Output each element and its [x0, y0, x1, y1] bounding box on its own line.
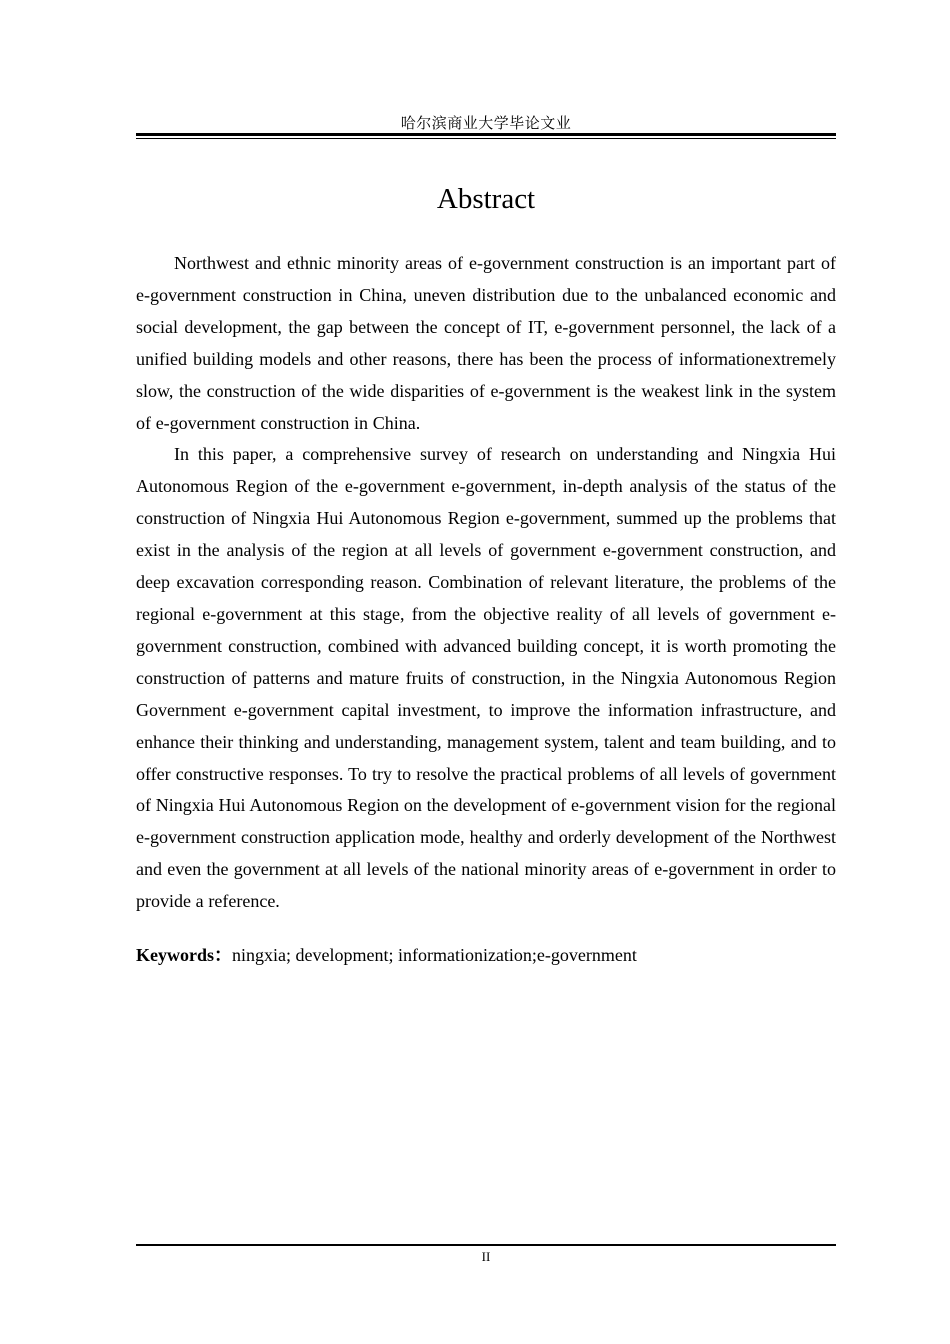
- abstract-heading: Abstract: [436, 183, 536, 215]
- footer-rule: [136, 1244, 836, 1246]
- header-rule-thin: [136, 138, 836, 139]
- keywords-value: ningxia; development; informationization;e-government: [232, 945, 637, 966]
- header-rule-thick: [136, 133, 836, 136]
- abstract-body: [136, 248, 836, 972]
- abstract-paragraph-2: In this paper, a comprehensive survey of research on understanding and Ningxia Hui Autonomous Region of the e-government e-government, in-depth analysis of the status of the construction of Ningxia Hui Autonomous Region e-government, summed up the problems that exist in the analysis of the region at all levels of government e-government construction, and deep excavation corresponding reason. Combination of relevant literature, the problems of the regional e-government at this stage, from the objective reality of all levels of government e-government construction, combined with advanced building concept, it is worth promoting the construction of patterns and mature fruits of construction, in the Ningxia Autonomous Region Government e-government capital investment, to improve the information infrastructure, and enhance their thinking and understanding, management system, talent and team building, and to offer constructive responses. To try to resolve the practical problems of all levels of government of Ningxia Hui Autonomous Region on the development of e-government vision for the regional e-government construction application mode, healthy and orderly development of the Northwest and even the government at all levels of the national minority areas of e-government in order to provide a reference.: [136, 444, 836, 912]
- page-number: II: [481, 1249, 491, 1264]
- keywords-label: Keywords：: [136, 945, 232, 966]
- abstract-paragraph-1: Northwest and ethnic minority areas of e-government construction is an important part of e-government construction in China, uneven distribution due to the unbalanced economic and social development, the gap between the concept of IT, e-government personnel, the lack of a unified building models and other reasons, there has been the process of informationextremely slow, the construction of the wide disparities of e-government is the weakest link in the system of e-government construction in China.: [136, 253, 836, 433]
- page-header-title: 哈尔滨商业大学毕论文业: [400, 114, 572, 132]
- keywords-line: [136, 940, 836, 972]
